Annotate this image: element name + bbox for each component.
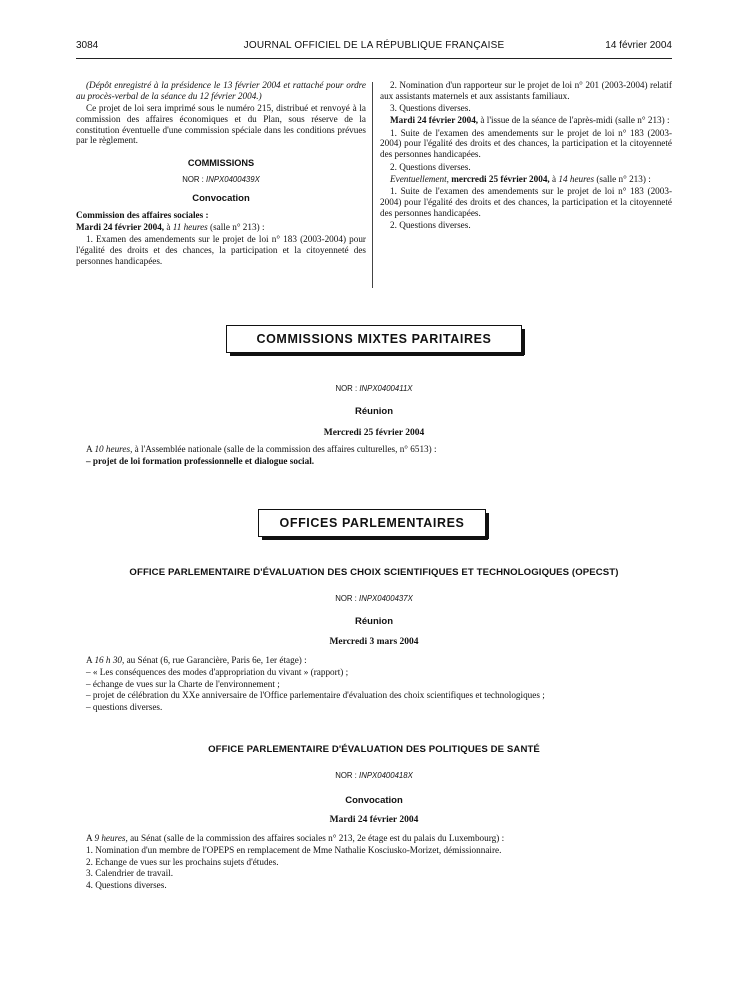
agenda-item: 3. Questions diverses.	[390, 103, 471, 114]
meeting-date: Mardi 24 février 2004,	[76, 221, 165, 232]
meeting-details: à l'issue de la séance de l'après-midi (salle n° 213) :	[478, 115, 670, 126]
nor-code: INPX0400411X	[359, 384, 413, 393]
nor-label: NOR :	[182, 175, 204, 185]
opecst-date: Mercredi 3 mars 2004	[329, 637, 419, 647]
meeting-time: 10 heures,	[94, 444, 133, 454]
nor-label: NOR :	[335, 594, 357, 603]
list-item: 1. Nomination d'un membre de l'OPEPS en remplacement de Mme Nathalie Kosciusko-Morizet, démissionnaire.	[86, 844, 502, 855]
header-rule	[76, 58, 672, 59]
agenda-item: 2. Questions diverses.	[390, 161, 471, 172]
cmp-date: Mercredi 25 février 2004	[323, 428, 425, 438]
opeps-date: Mardi 24 février 2004	[329, 815, 419, 825]
offices-banner: OFFICES PARLEMENTAIRES	[258, 509, 486, 537]
list-item: – questions diverses.	[86, 702, 163, 713]
meeting-time: 9 heures,	[94, 833, 128, 843]
column-divider	[372, 82, 373, 288]
meeting-line	[380, 174, 672, 185]
opecst-reunion-heading: Réunion	[355, 616, 393, 627]
left-column	[76, 80, 366, 268]
agenda-item: 2. Questions diverses.	[390, 220, 471, 231]
meeting-room: (salle n° 213) :	[594, 173, 651, 184]
convocation-heading: Convocation	[192, 192, 250, 204]
meeting-line	[76, 222, 366, 233]
meeting-date: Mardi 24 février 2004,	[390, 115, 479, 126]
depot-note: (Dépôt enregistré à la présidence le 13 février 2004 et rattaché pour ordre au procès-verbal de la séance du 12 février 2004.)	[76, 80, 366, 101]
opeps-convocation-heading: Convocation	[345, 795, 403, 806]
nor-code: INPX0400439X	[206, 175, 260, 185]
nor-label: NOR :	[335, 771, 357, 780]
meeting-time: 11 heures	[172, 221, 208, 232]
page-header	[76, 40, 672, 56]
right-column	[380, 80, 672, 232]
opeps-agenda	[86, 833, 672, 892]
print-note: Ce projet de loi sera imprimé sous le numéro 215, distribué et renvoyé à la commission des affaires économiques et du Plan, sous réserve de la constitution éventuelle d'une commission spéciale dans les conditions prévues par le règlement.	[76, 103, 366, 146]
meeting-time: 14 heures	[558, 173, 595, 184]
opeps-title: OFFICE PARLEMENTAIRE D'ÉVALUATION DES POLITIQUES DE SANTÉ	[208, 744, 540, 755]
meeting-line	[380, 115, 672, 126]
nor-reference	[76, 175, 366, 186]
list-item: 2. Echange de vues sur les prochains sujets d'études.	[86, 856, 279, 867]
cmp-agenda-item: – projet de loi formation professionnelle et dialogue social.	[86, 455, 315, 466]
nor-label: NOR :	[335, 384, 358, 393]
list-item: 4. Questions diverses.	[86, 880, 167, 891]
meeting-location: à l'Assemblée nationale (salle de la commission des affaires culturelles, n° 6513) :	[132, 444, 437, 454]
opeps-location-line	[86, 833, 672, 844]
commission-name: Commission des affaires sociales :	[76, 209, 209, 220]
cmp-location-line	[86, 444, 672, 455]
meeting-location: au Sénat (salle de la commission des affaires sociales n° 213, 2e étage est du palais du Luxembourg) :	[127, 833, 505, 843]
agenda-item: 1. Examen des amendements sur le projet de loi n° 183 (2003-2004) pour l'égalité des droits et des chances, la participation et la citoyenneté des personnes handicapées.	[76, 234, 366, 266]
commissions-heading: COMMISSIONS	[187, 158, 255, 169]
cmp-reunion-heading: Réunion	[355, 406, 393, 417]
meeting-room: (salle n° 213) :	[207, 221, 265, 232]
meeting-location: au Sénat (6, rue Garancière, Paris 6e, 1er étage) :	[124, 655, 307, 665]
list-item: – « Les conséquences des modes d'appropriation du vivant » (rapport) ;	[86, 666, 349, 677]
opecst-agenda	[86, 655, 672, 714]
cmp-nor-reference	[76, 384, 672, 393]
nor-code: INPX0400418X	[359, 771, 413, 780]
meeting-at: à	[164, 221, 173, 232]
cmp-agenda	[86, 444, 672, 468]
prefix: A	[86, 655, 95, 665]
page-number: 3084	[76, 40, 99, 51]
list-item: 3. Calendrier de travail.	[86, 868, 173, 879]
opecst-nor-reference	[76, 594, 672, 603]
issue-date: 14 février 2004	[605, 40, 672, 51]
meeting-at: à	[549, 173, 559, 184]
meeting-qualifier: Eventuellement,	[390, 173, 449, 184]
list-item: – échange de vues sur la Charte de l'environnement ;	[86, 678, 280, 689]
agenda-item: 2. Nomination d'un rapporteur sur le projet de loi n° 201 (2003-2004) relatif aux assistants maternels et aux assistants familiaux.	[380, 80, 672, 101]
cmp-banner: COMMISSIONS MIXTES PARITAIRES	[226, 325, 522, 353]
agenda-item: 1. Suite de l'examen des amendements sur le projet de loi n° 183 (2003-2004) pour l'égalité des droits et des chances, la participation et la citoyenneté des personnes handicapées.	[380, 186, 672, 218]
list-item: – projet de célébration du XXe anniversaire de l'Office parlementaire d'évaluation des choix scientifiques et technologiques ;	[86, 690, 545, 701]
opecst-title: OFFICE PARLEMENTAIRE D'ÉVALUATION DES CHOIX SCIENTIFIQUES ET TECHNOLOGIQUES (OPECST)	[129, 567, 619, 578]
journal-title: JOURNAL OFFICIEL DE LA RÉPUBLIQUE FRANÇAISE	[243, 40, 505, 51]
nor-code: INPX0400437X	[359, 594, 413, 603]
prefix: A	[86, 444, 95, 454]
opecst-location-line	[86, 655, 672, 666]
meeting-date: mercredi 25 février 2004,	[448, 173, 550, 184]
prefix: A	[86, 833, 95, 843]
agenda-item: 1. Suite de l'examen des amendements sur le projet de loi n° 183 (2003-2004) pour l'égalité des droits et des chances, la participation et la citoyenneté des personnes handicapées.	[380, 127, 672, 160]
meeting-time: 16 h 30,	[94, 655, 125, 665]
opeps-nor-reference	[76, 771, 672, 780]
